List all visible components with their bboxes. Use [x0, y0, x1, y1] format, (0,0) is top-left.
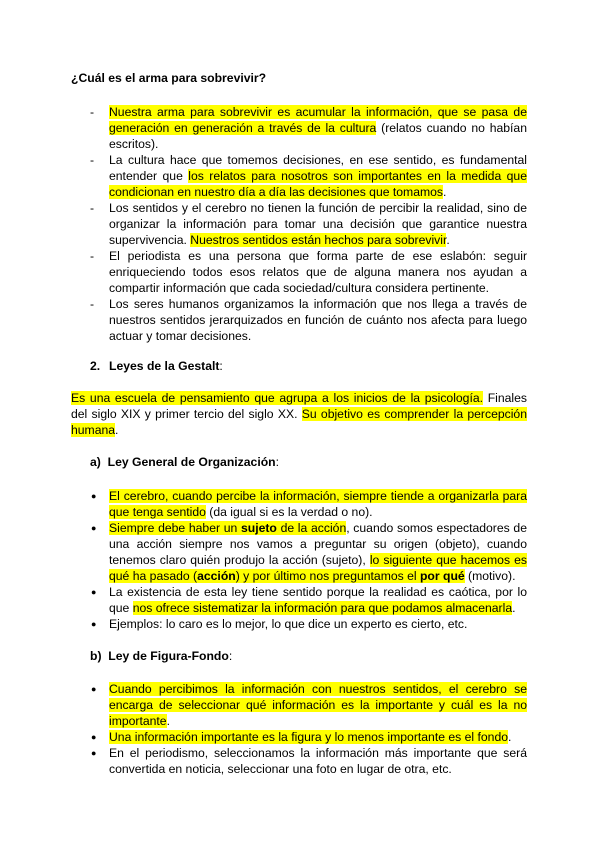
list-item-text: [109, 584, 527, 616]
subheading-letter: b): [90, 649, 102, 663]
highlighted-text: los relatos para nosotros son importantes en la medida que condicionan en nuestro día a día las decisiones que tomamos: [109, 169, 527, 199]
text-run: La cultura hace que tomemos decisiones, en ese sentido, es fundamental entender que: [109, 153, 527, 183]
highlighted-text: Nuestros sentidos están hechos para sobrevivir: [190, 233, 447, 247]
subheading-ley-general: [90, 454, 279, 470]
list-item-text: [109, 200, 527, 248]
highlighted-text: Nuestra arma para sobrevivir es acumular la información, que se pasa de generación en generación a través de la cultura: [109, 105, 527, 135]
subheading-figura-fondo: [90, 648, 232, 664]
bullet-list-item: [90, 729, 527, 745]
bullet-marker: ●: [91, 748, 97, 758]
text-run: , cuando somos espectadores de una acción siempre nos vamos a preguntar su origen (objeto), cuando tenemos claro quién produjo la acción (sujeto),: [109, 521, 527, 567]
text-run: .: [443, 185, 447, 199]
bullet-list-item: [90, 616, 527, 632]
bullet-marker: ●: [91, 732, 97, 742]
bullet-list-b: [90, 681, 527, 777]
bullet-list-item: [90, 520, 527, 584]
intro-paragraph: [71, 390, 527, 438]
list-item-text: [109, 104, 527, 152]
list-item-text: [109, 296, 527, 344]
dash-list: [90, 104, 527, 344]
section-title: Leyes de la Gestalt: [109, 359, 220, 373]
text-run: (relatos cuando no habían escritos).: [109, 121, 527, 151]
text-run: .: [166, 714, 170, 728]
bullet-list-a: [90, 488, 527, 632]
page-heading: ¿Cuál es el arma para sobrevivir?: [71, 71, 267, 85]
highlighted-text: de la acción: [276, 521, 347, 535]
subheading-title: Ley de Figura-Fondo: [108, 649, 229, 663]
text-run: Finales del siglo XIX y primer tercio del siglo XX.: [71, 391, 527, 421]
text-run: Los sentidos y el cerebro no tienen la función de percibir la realidad, sino de organizar la información para tomar una decisión que garantice nuestra supervivencia.: [109, 201, 527, 247]
subheading-title: Ley General de Organización: [107, 455, 276, 469]
text-run: .: [508, 730, 512, 744]
text-run: En el periodismo, seleccionamos la información más importante que será convertida en noticia, seleccionar una foto en lugar de otra, etc.: [109, 746, 527, 776]
text-run: (motivo).: [464, 569, 516, 583]
list-item-text: [109, 616, 527, 632]
highlighted-text: ) y por último nos preguntamos el: [235, 569, 420, 583]
list-item-text: [109, 520, 527, 584]
highlighted-text: Cuando percibimos la información con nuestros sentidos, el cerebro se encarga de seleccionar qué información es la importante y cuál es la no importante: [109, 682, 527, 728]
text-run: Los seres humanos organizamos la información que nos llega a través de nuestros sentidos jerarquizados en función de cuánto nos afecta para luego actuar y tomar decisiones.: [109, 297, 527, 343]
highlighted-text: Su objetivo es comprender la percepción humana: [71, 407, 527, 437]
bullet-marker: ●: [91, 619, 97, 629]
section-heading-gestalt: [90, 358, 223, 374]
bullet-list-item: [90, 488, 527, 520]
dash-list-item: [90, 296, 527, 344]
dash-list-item: [90, 152, 527, 200]
bullet-marker: ●: [91, 523, 97, 533]
text-run: El periodista es una persona que forma parte de ese eslabón: seguir enriqueciendo todos esos relatos que de alguna manera nos ayudan a compartir información que cada sociedad/cultura considera pertinente.: [109, 249, 527, 295]
text-run: Ejemplos: lo caro es lo mejor, lo que dice un experto es cierto, etc.: [109, 617, 468, 631]
dash-marker: -: [90, 297, 95, 311]
highlighted-text: Una información importante es la figura y lo menos importante es el fondo: [109, 730, 509, 744]
bullet-list-item: [90, 584, 527, 616]
dash-marker: -: [90, 153, 95, 167]
highlighted-text: El cerebro, cuando percibe la información, siempre tiende a organizarla para que tenga sentido: [109, 489, 527, 519]
text-run: (da igual si es la verdad o no).: [205, 505, 373, 519]
subheading-suffix: :: [228, 649, 233, 663]
text-run: .: [446, 233, 450, 247]
bullet-list-item: [90, 681, 527, 729]
highlighted-text: nos ofrece sistematizar la información para que podamos almacenarla: [132, 601, 513, 615]
highlighted-text: Siempre debe haber un: [109, 521, 241, 535]
list-item-text: [109, 729, 527, 745]
dash-list-item: [90, 200, 527, 248]
list-item-text: [109, 745, 527, 777]
highlighted-text: por qué: [419, 569, 465, 583]
subheading-suffix: :: [275, 455, 279, 469]
bullet-marker: ●: [91, 491, 97, 501]
highlighted-text: Es una escuela de pensamiento que agrupa a los inicios de la psicología.: [71, 391, 484, 405]
highlighted-text: sujeto: [240, 521, 277, 535]
dash-marker: -: [90, 249, 95, 263]
list-item-text: [109, 152, 527, 200]
bullet-marker: ●: [91, 684, 97, 694]
list-item-text: [109, 681, 527, 729]
section-suffix: :: [219, 359, 223, 373]
section-number: 2.: [90, 359, 101, 373]
dash-list-item: [90, 248, 527, 296]
bullet-list-item: [90, 745, 527, 777]
dash-marker: -: [90, 105, 95, 119]
list-item-text: [109, 248, 527, 296]
list-item-text: [109, 488, 527, 520]
highlighted-text: lo siguiente que hacemos es qué ha pasado (: [109, 553, 527, 583]
dash-marker: -: [90, 201, 95, 215]
text-run: .: [512, 601, 516, 615]
dash-list-item: [90, 104, 527, 152]
subheading-letter: a): [90, 455, 101, 469]
highlighted-text: acción: [197, 569, 236, 583]
text-run: .: [115, 423, 119, 437]
text-run: La existencia de esta ley tiene sentido porque la realidad es caótica, por lo que: [109, 585, 527, 615]
bullet-marker: ●: [91, 587, 97, 597]
